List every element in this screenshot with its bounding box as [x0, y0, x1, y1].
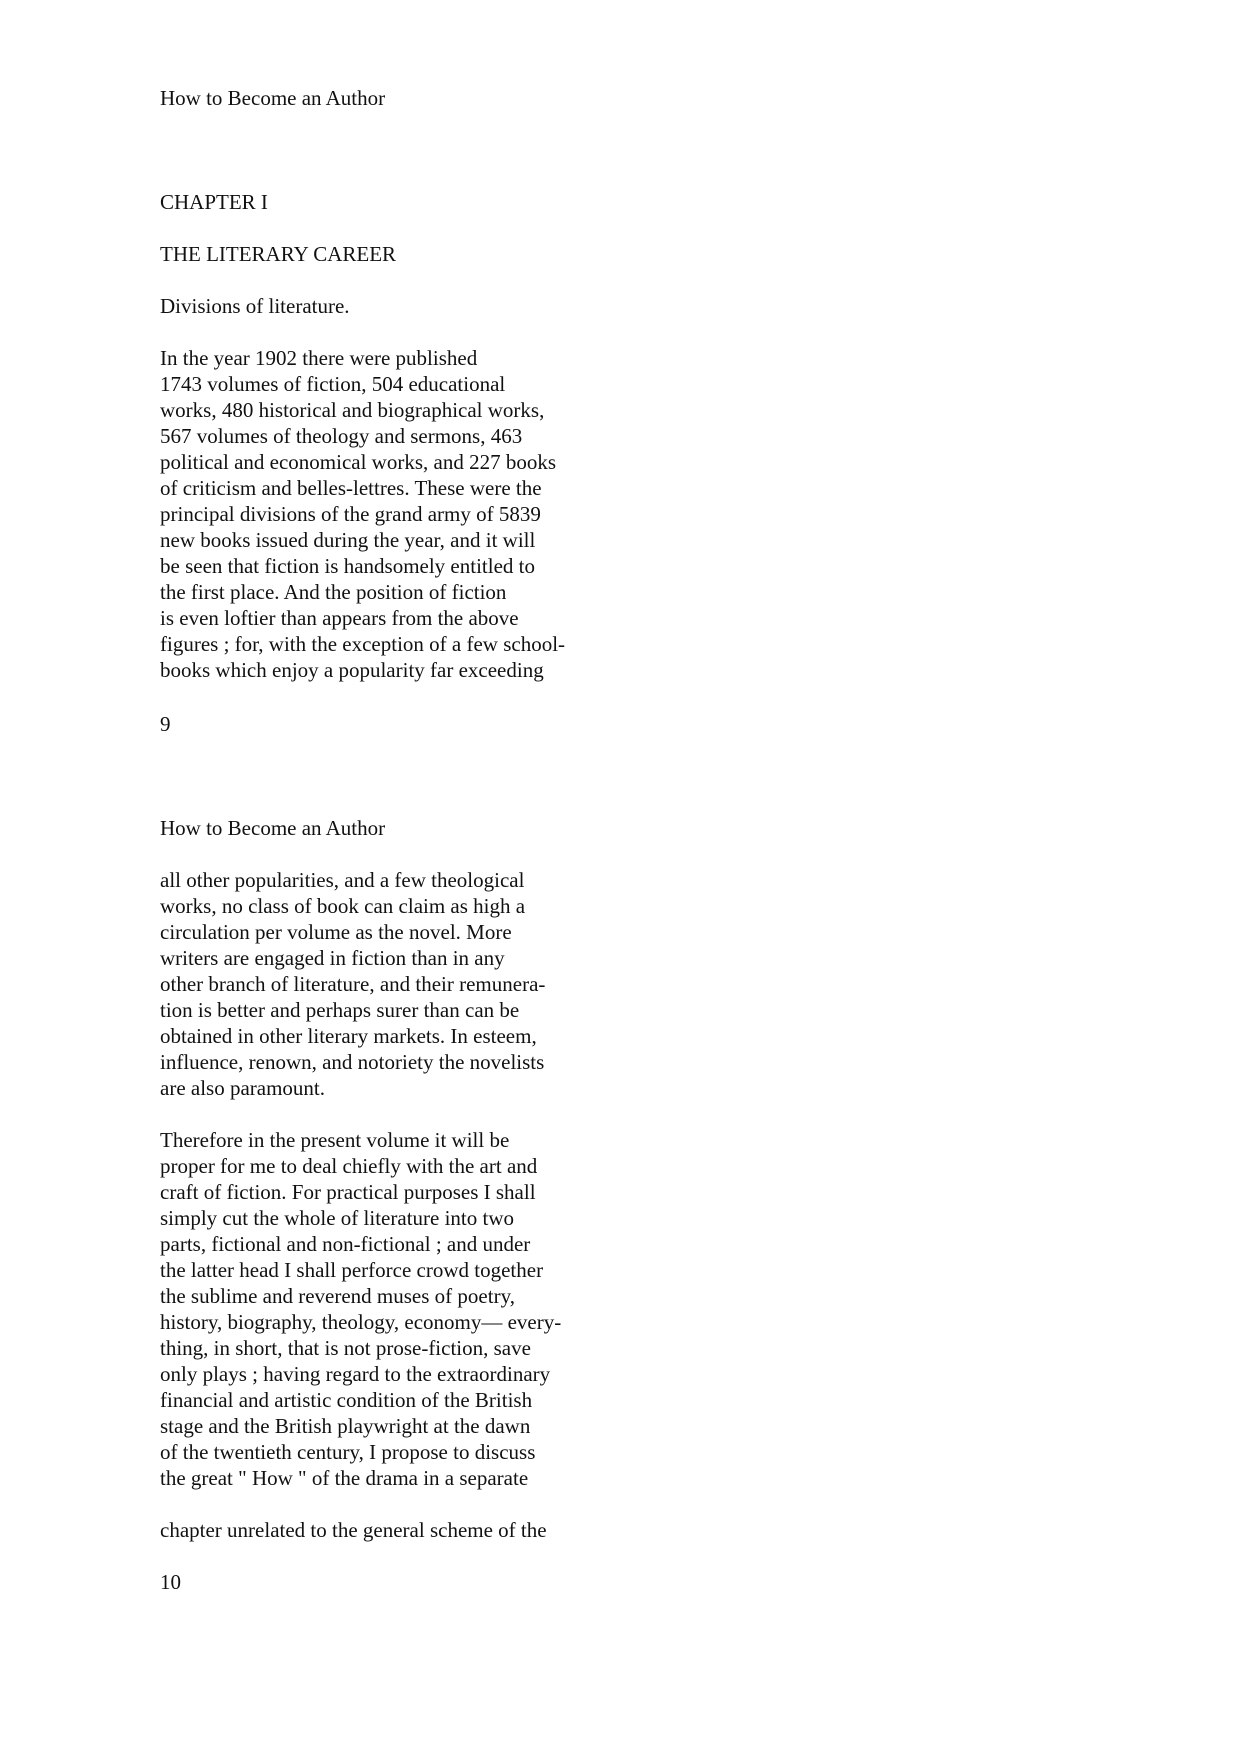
text-line: financial and artistic condition of the British	[160, 1388, 533, 1412]
text-line: works, 480 historical and biographical works,	[160, 398, 545, 422]
text-line: figures ; for, with the exception of a few school-	[160, 632, 566, 656]
text-line: parts, fictional and non-fictional ; and under	[160, 1232, 531, 1256]
text-line: be seen that fiction is handsomely entitled to	[160, 554, 535, 578]
page-number: 10	[160, 1570, 181, 1594]
text-line: other branch of literature, and their remunera-	[160, 972, 546, 996]
text-line: political and economical works, and 227 books	[160, 450, 556, 474]
text-line: thing, in short, that is not prose-fiction, save	[160, 1336, 531, 1360]
text-line: of criticism and belles-lettres. These were the	[160, 476, 542, 500]
running-head: How to Become an Author	[160, 86, 386, 110]
text-line: all other popularities, and a few theological	[160, 868, 525, 892]
text-line: works, no class of book can claim as high a	[160, 894, 526, 918]
text-line: In the year 1902 there were published	[160, 346, 478, 370]
text-line: the great " How " of the drama in a separate	[160, 1466, 529, 1490]
text-line: craft of fiction. For practical purposes I shall	[160, 1180, 536, 1204]
text-line: stage and the British playwright at the dawn	[160, 1414, 531, 1438]
paragraph	[160, 867, 545, 1101]
text-line: is even loftier than appears from the above	[160, 606, 519, 630]
text-line: books which enjoy a popularity far exceeding	[160, 658, 544, 682]
text-line: proper for me to deal chiefly with the art and	[160, 1154, 538, 1178]
text-line: obtained in other literary markets. In esteem,	[160, 1024, 537, 1048]
text-line: 567 volumes of theology and sermons, 463	[160, 424, 523, 448]
paragraph	[160, 345, 565, 683]
text-line: the sublime and reverend muses of poetry,	[160, 1284, 515, 1308]
side-note: Divisions of literature.	[160, 294, 350, 318]
text-line: new books issued during the year, and it will	[160, 528, 536, 552]
text-line: circulation per volume as the novel. More	[160, 920, 512, 944]
text-line: the first place. And the position of fiction	[160, 580, 507, 604]
text-line: principal divisions of the grand army of 5839	[160, 502, 541, 526]
text-line: chapter unrelated to the general scheme of the	[160, 1518, 547, 1542]
paragraph	[160, 1517, 547, 1543]
text-line: Therefore in the present volume it will be	[160, 1128, 510, 1152]
text-line: of the twentieth century, I propose to discuss	[160, 1440, 536, 1464]
text-line: tion is better and perhaps surer than can be	[160, 998, 520, 1022]
text-line: influence, renown, and notoriety the novelists	[160, 1050, 545, 1074]
text-line: simply cut the whole of literature into two	[160, 1206, 515, 1230]
chapter-title: THE LITERARY CAREER	[160, 242, 397, 266]
chapter-number: CHAPTER I	[160, 190, 268, 214]
text-line: 1743 volumes of fiction, 504 educational	[160, 372, 506, 396]
page-number: 9	[160, 712, 171, 736]
text-line: are also paramount.	[160, 1076, 326, 1100]
text-line: the latter head I shall perforce crowd together	[160, 1258, 544, 1282]
text-line: only plays ; having regard to the extraordinary	[160, 1362, 551, 1386]
running-head: How to Become an Author	[160, 816, 386, 840]
paragraph	[160, 1127, 561, 1491]
text-line: writers are engaged in fiction than in any	[160, 946, 505, 970]
text-line: history, biography, theology, economy— every-	[160, 1310, 562, 1334]
